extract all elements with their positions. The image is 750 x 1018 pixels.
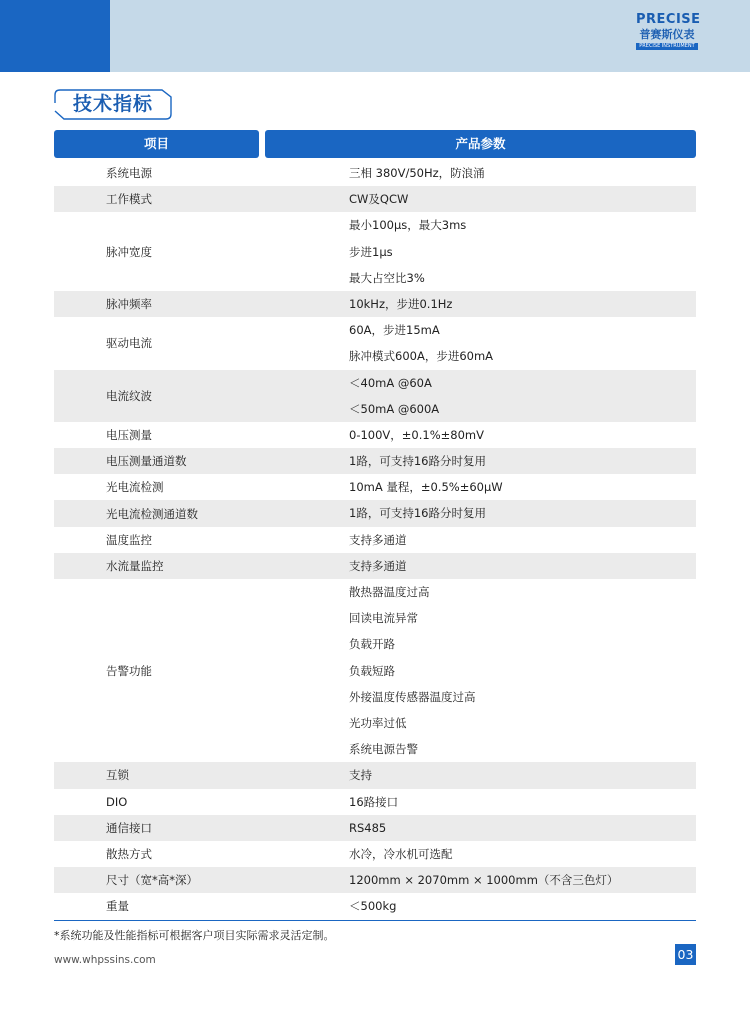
table-row: [54, 160, 696, 186]
table-row: [54, 291, 696, 317]
section-title: 技术指标: [72, 93, 153, 115]
row-values: [349, 291, 696, 317]
section-title-badge: [54, 89, 172, 120]
table-row: [54, 186, 696, 212]
row-value: 1路，可支持16路分时复用: [349, 454, 486, 469]
row-value: 10kHz，步进0.1Hz: [349, 296, 453, 311]
row-label: 互锁: [106, 768, 129, 783]
website-url: www.whpssins.com: [54, 954, 156, 966]
brand-name-cn: 普赛斯仪表: [639, 28, 695, 41]
row-value: 16路接口: [349, 794, 399, 809]
row-value: 光功率过低: [349, 715, 407, 730]
row-label: 电压测量通道数: [106, 454, 187, 469]
row-values: [349, 212, 696, 291]
row-values: [349, 867, 696, 893]
footnote: *系统功能及性能指标可根据客户项目实际需求灵活定制。: [54, 929, 335, 942]
row-values: [349, 579, 696, 762]
row-value: RS485: [349, 820, 387, 835]
row-label: 温度监控: [106, 532, 152, 547]
row-value: 散热器温度过高: [349, 585, 430, 599]
row-label: 尺寸（宽*高*深）: [106, 873, 198, 888]
row-label: 电压测量: [106, 427, 152, 442]
row-values: [349, 841, 696, 867]
row-value: 系统电源告警: [349, 742, 418, 757]
row-label: 工作模式: [106, 192, 152, 207]
row-value: ＜50mA @600A: [349, 401, 440, 416]
table-row: [54, 500, 696, 526]
row-value: ＜500kg: [349, 899, 397, 914]
row-values: [349, 317, 696, 369]
row-values: [349, 448, 696, 474]
row-values: [349, 500, 696, 526]
row-values: [349, 527, 696, 553]
row-values: [349, 762, 696, 788]
table-row: [54, 789, 696, 815]
row-values: [349, 474, 696, 500]
row-values: [349, 553, 696, 579]
table-row: [54, 553, 696, 579]
page-number: 03: [675, 944, 696, 965]
row-label: 系统电源: [106, 166, 152, 181]
row-label: 光电流检测通道数: [106, 506, 198, 521]
row-value: 60A，步进15mA: [349, 323, 440, 338]
brand-tagline: PRECISE INSTRUMENT: [636, 43, 698, 50]
table-row: [54, 448, 696, 474]
row-label: 脉冲宽度: [106, 244, 152, 259]
row-label: 通信接口: [106, 820, 152, 835]
row-value: 回读电流异常: [349, 611, 418, 626]
row-value: 1路，可支持16路分时复用: [349, 506, 486, 521]
row-label: 光电流检测: [106, 480, 164, 495]
row-value: 支持多通道: [349, 532, 407, 547]
row-value: 1200mm × 2070mm × 1000mm（不含三色灯）: [349, 873, 619, 888]
row-label: 驱动电流: [106, 336, 152, 351]
row-values: [349, 422, 696, 448]
row-values: [349, 160, 696, 186]
row-label: 重量: [106, 899, 129, 914]
row-value: 步进1μs: [349, 244, 393, 259]
row-values: [349, 186, 696, 212]
row-label: 水流量监控: [106, 558, 164, 573]
table-row: [54, 422, 696, 448]
row-values: [349, 370, 696, 422]
table-row: [54, 370, 696, 422]
row-value: CW及QCW: [349, 192, 409, 207]
row-label: 散热方式: [106, 846, 152, 861]
row-values: [349, 893, 696, 919]
spec-table-body: [54, 160, 696, 919]
row-value: 脉冲模式600A，步进60mA: [349, 349, 494, 364]
table-row: [54, 762, 696, 788]
row-label: 脉冲频率: [106, 297, 152, 312]
row-value: 支持: [349, 768, 372, 783]
row-label: 电流纹波: [106, 388, 152, 403]
table-row: [54, 527, 696, 553]
table-row: [54, 474, 696, 500]
table-header: [54, 130, 696, 158]
row-value: 水冷，冷水机可选配: [349, 846, 453, 861]
row-value: 最大占空比3%: [349, 270, 425, 285]
row-value: 负载短路: [349, 663, 395, 678]
column-header-params: 产品参数: [265, 130, 696, 158]
table-row: [54, 317, 696, 369]
table-row: [54, 579, 696, 762]
table-bottom-rule: [54, 920, 696, 921]
table-row: [54, 212, 696, 291]
table-row: [54, 841, 696, 867]
row-values: [349, 789, 696, 815]
column-header-item: 项目: [54, 130, 259, 158]
brand-logo: [636, 12, 701, 50]
table-row: [54, 893, 696, 919]
row-value: 10mA 量程，±0.5%±60μW: [349, 480, 503, 495]
table-row: [54, 867, 696, 893]
row-label: DIO: [106, 794, 128, 809]
brand-name: PRECISE: [636, 12, 701, 27]
row-value: 最小100μs，最大3ms: [349, 218, 467, 233]
table-row: [54, 815, 696, 841]
row-value: 负载开路: [349, 637, 395, 652]
row-value: 支持多通道: [349, 558, 407, 573]
header-accent-block: [0, 0, 110, 72]
row-value: 0-100V，±0.1%±80mV: [349, 427, 484, 442]
row-label: 告警功能: [106, 663, 152, 678]
row-values: [349, 815, 696, 841]
row-value: 外接温度传感器温度过高: [349, 689, 476, 704]
row-value: 三相 380V/50Hz，防浪涌: [349, 166, 485, 180]
row-value: ＜40mA @60A: [349, 375, 432, 390]
